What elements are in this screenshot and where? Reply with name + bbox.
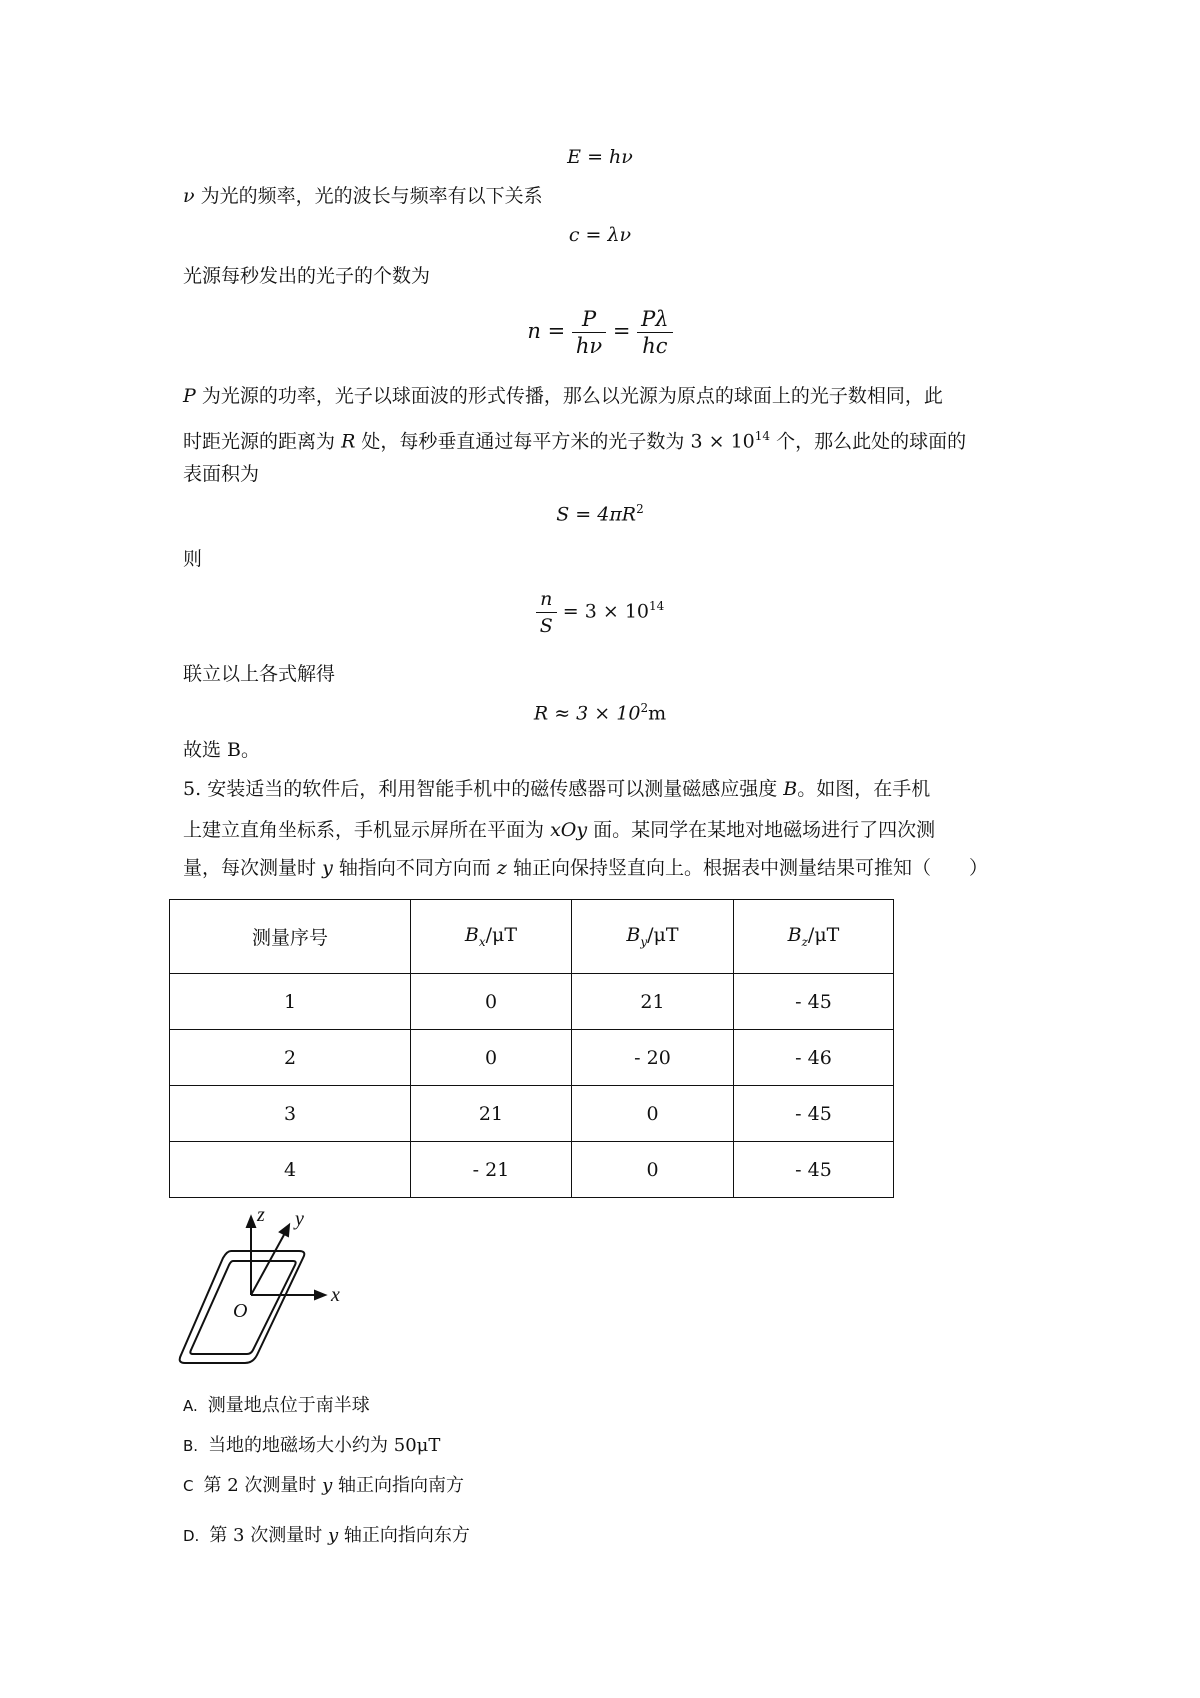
text-then: 则	[183, 548, 203, 570]
exponent: 14	[649, 599, 665, 614]
table-cell: - 45	[734, 1086, 894, 1142]
y-axis-arrow	[280, 1225, 289, 1236]
option-text: 第 3 次测量时	[209, 1525, 323, 1546]
table-header-row	[170, 900, 894, 974]
origin-label: O	[233, 1300, 248, 1322]
option-label: C	[183, 1477, 194, 1495]
option-text: 第 2 次测量时	[203, 1475, 317, 1496]
var-nu: ν	[183, 185, 195, 207]
header-unit: /μT	[807, 924, 840, 947]
text-frequency-body: 为光的频率，光的波长与频率有以下关系	[200, 185, 543, 207]
option-d	[183, 1521, 470, 1547]
table-cell: - 20	[572, 1030, 734, 1086]
text-frequency	[183, 184, 543, 208]
text-segment: 轴正向保持竖直向上。根据表中测量结果可推知（ ）	[512, 857, 988, 879]
option-b	[183, 1431, 440, 1457]
text-segment: 面。某同学在某地对地磁场进行了四次测	[593, 819, 936, 841]
z-axis-arrow	[247, 1217, 255, 1227]
exponent: 2	[636, 502, 644, 516]
text-segment: 上建立直角坐标系，手机显示屏所在平面为	[183, 819, 545, 841]
option-text: 当地的地磁场大小约为 50μT	[208, 1435, 441, 1456]
option-text: 轴正向指向东方	[343, 1525, 470, 1546]
axis-label-x: x	[331, 1284, 340, 1306]
fraction-numerator: P	[572, 306, 606, 333]
x-axis-arrow	[315, 1291, 325, 1299]
text-segment: 安装适当的软件后，利用智能手机中的磁传感器可以测量磁感应强度	[207, 778, 778, 800]
header-cell	[411, 900, 572, 974]
header-unit: /μT	[647, 924, 679, 947]
option-text: 轴正向指向南方	[338, 1475, 465, 1496]
equation-result	[0, 701, 1200, 724]
question-line3	[183, 856, 988, 880]
header-sub: x	[478, 934, 486, 949]
text-power-line2	[183, 424, 966, 453]
table-cell: 4	[170, 1142, 411, 1198]
option-label: A.	[183, 1397, 198, 1415]
var-r: R	[341, 430, 356, 453]
coordinate-axes	[247, 1217, 325, 1299]
table-cell: - 45	[734, 974, 894, 1030]
exponent: 2	[640, 701, 649, 715]
option-a	[183, 1391, 370, 1417]
table-cell: - 46	[734, 1030, 894, 1086]
fraction-denominator: S	[539, 615, 553, 637]
option-label: B.	[183, 1437, 199, 1455]
var-xoy: xOy	[550, 819, 588, 841]
header-unit: /μT	[485, 924, 518, 947]
var-y: y	[322, 1475, 333, 1496]
text-segment: 个，那么此处的球面的	[776, 430, 967, 453]
equation-energy	[0, 146, 1200, 168]
table-cell: 0	[572, 1086, 734, 1142]
header-base: B	[626, 924, 641, 947]
var-y: y	[327, 1525, 339, 1546]
question-line2	[183, 818, 935, 842]
var-p: P	[183, 385, 196, 407]
fraction-n-over-s	[536, 586, 557, 639]
text-photons: 光源每秒发出的光子的个数为	[183, 265, 431, 287]
question-number: 5.	[183, 778, 202, 800]
header-cell: 测量序号	[170, 900, 411, 974]
equation-n-lhs: n =	[527, 319, 566, 343]
fraction-numerator: Pλ	[637, 306, 672, 333]
var-y: y	[322, 857, 333, 879]
table-cell: 0	[411, 1030, 572, 1086]
table-row	[170, 1086, 894, 1142]
equation-wave	[0, 224, 1200, 246]
table-cell: 21	[411, 1086, 572, 1142]
header-cell	[572, 900, 734, 974]
number-value: 3 × 10	[690, 430, 755, 453]
table-row	[170, 1142, 894, 1198]
fraction-numerator: n	[536, 586, 557, 613]
table-cell: 2	[170, 1030, 411, 1086]
equation-energy-text: E = hν	[567, 146, 633, 168]
equation-wave-text: c = λν	[568, 224, 632, 246]
table-row	[170, 974, 894, 1030]
equation-ratio	[0, 586, 1200, 639]
equation-result-text: R ≈ 3 × 10	[533, 702, 641, 725]
text-answer: 故选 B。	[183, 739, 261, 761]
fraction-p-over-hnu	[572, 306, 606, 359]
table-cell: - 21	[411, 1142, 572, 1198]
text-power-line1-body: 为光源的功率，光子以球面波的形式传播，那么以光源为原点的球面上的光子数相同，此	[201, 385, 943, 407]
var-z: z	[496, 857, 507, 879]
table-cell: - 45	[734, 1142, 894, 1198]
equation-area-text: S = 4πR	[556, 503, 637, 526]
axis-label-y: y	[295, 1208, 304, 1230]
text-power-line3: 表面积为	[183, 463, 260, 485]
header-base: B	[787, 924, 802, 947]
axis-label-z: z	[257, 1204, 265, 1226]
equation-ratio-rhs: = 3 × 10	[562, 600, 650, 623]
y-axis-line	[251, 1233, 285, 1295]
text-segment: 处，每秒垂直通过每平方米的光子数为	[361, 430, 685, 453]
table-cell: 0	[572, 1142, 734, 1198]
text-segment: 量，每次测量时	[183, 857, 317, 879]
fraction-denominator: hc	[642, 334, 668, 358]
equation-photon-count	[0, 306, 1200, 359]
equals-sign: =	[612, 319, 631, 343]
equation-area	[0, 502, 1200, 525]
fraction-plambda-over-hc	[637, 306, 672, 359]
text-segment: 。如图，在手机	[797, 778, 931, 800]
table-cell: 1	[170, 974, 411, 1030]
table-cell: 0	[411, 974, 572, 1030]
text-segment: 轴指向不同方向而	[338, 857, 491, 879]
text-segment: 时距光源的距离为	[183, 430, 336, 453]
phone-axes-figure	[175, 1203, 365, 1373]
unit: m	[648, 702, 667, 725]
header-sub: z	[801, 934, 808, 949]
measurement-table	[169, 899, 894, 1198]
exponent: 14	[754, 429, 771, 443]
table-row	[170, 1030, 894, 1086]
text-combine: 联立以上各式解得	[183, 663, 336, 685]
var-b: B	[783, 778, 798, 800]
option-text: 测量地点位于南半球	[207, 1395, 370, 1416]
header-sub: y	[640, 934, 648, 949]
table-cell: 3	[170, 1086, 411, 1142]
table-cell: 21	[572, 974, 734, 1030]
option-c	[183, 1471, 464, 1497]
option-label: D.	[183, 1527, 200, 1545]
header-base: B	[464, 924, 479, 947]
text-power-line1	[183, 384, 943, 408]
fraction-denominator: hν	[575, 334, 603, 358]
header-cell	[734, 900, 894, 974]
question-line1	[183, 777, 930, 801]
